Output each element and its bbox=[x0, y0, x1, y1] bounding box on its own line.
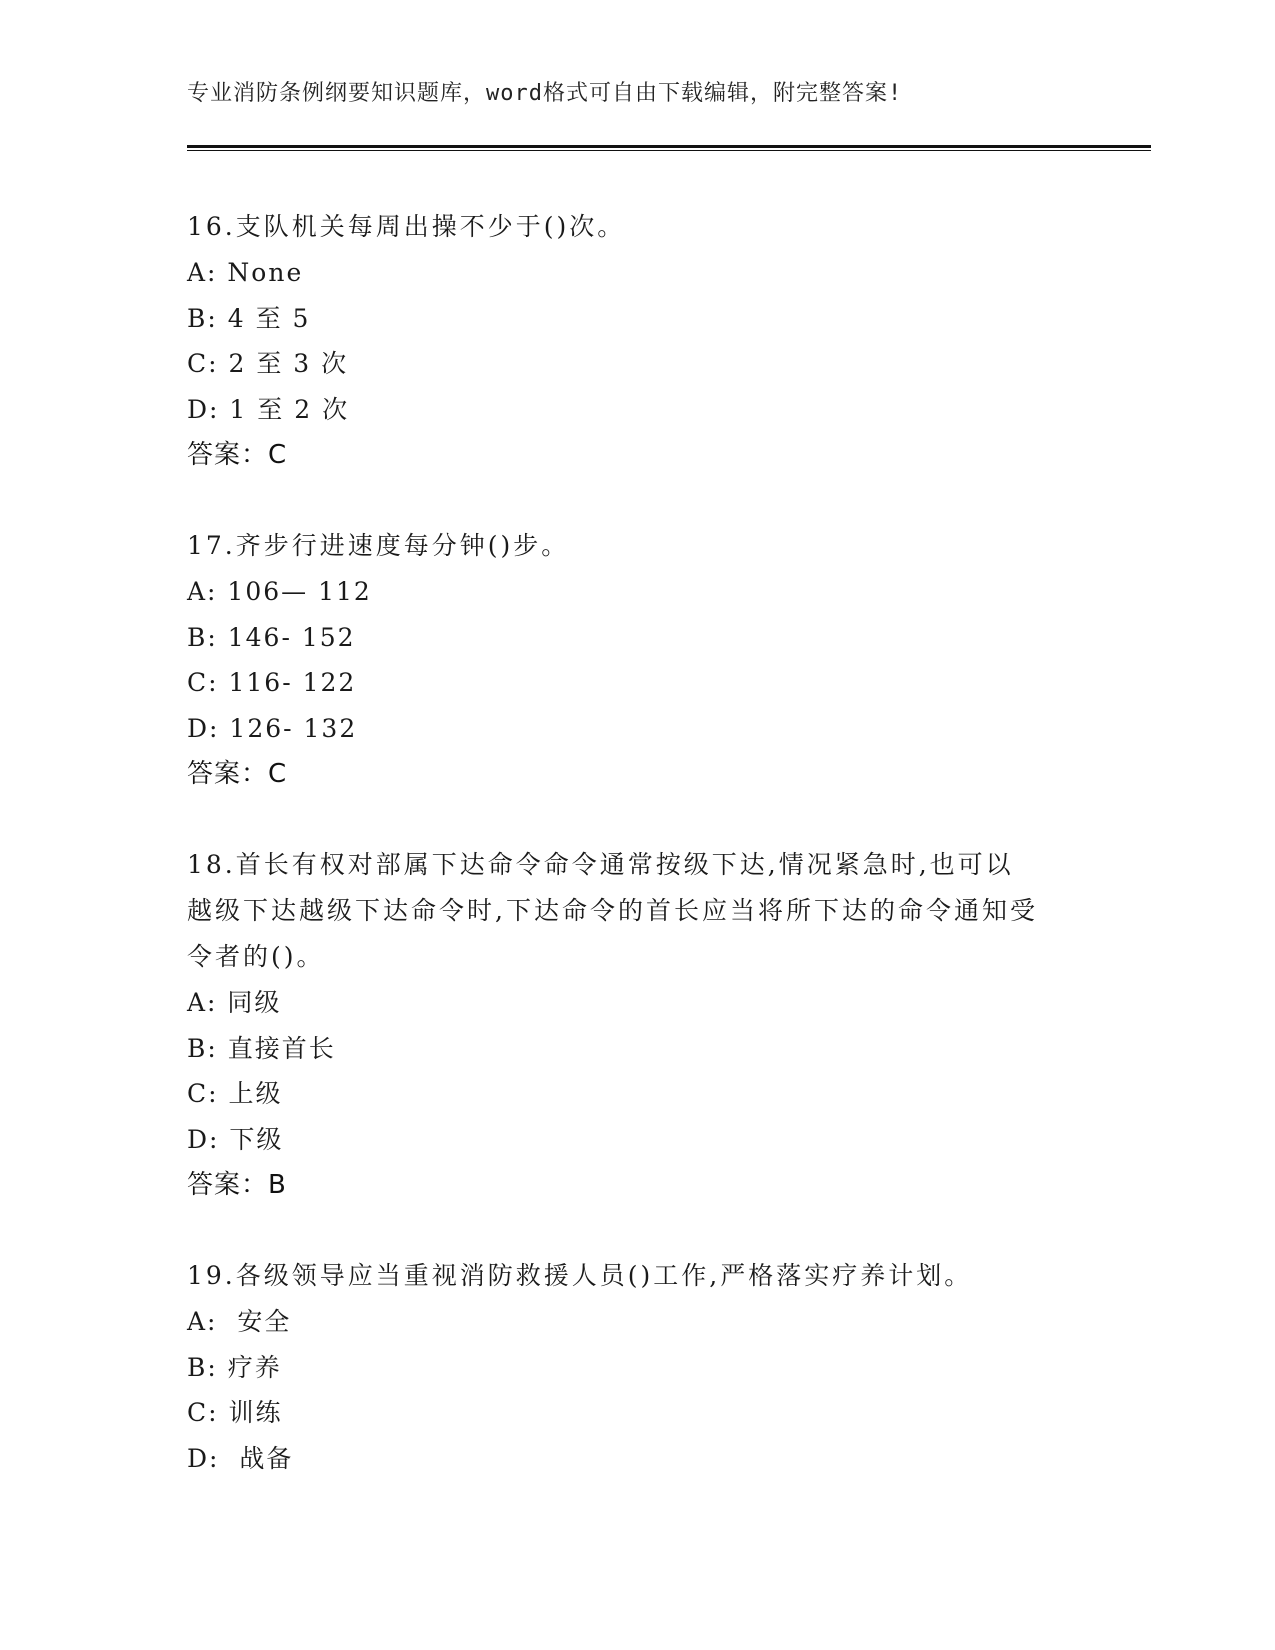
option-d: D: 1 至 2 次 bbox=[187, 394, 350, 424]
option-a: A: 同级 bbox=[187, 988, 282, 1017]
option-d: D: 下级 bbox=[187, 1124, 284, 1154]
option-b: B: 146- 152 bbox=[187, 622, 356, 652]
question-17 bbox=[187, 523, 1087, 797]
question-stem-line-2: 越级下达越级下达命令时,下达命令的首长应当将所下达的命令通知受 bbox=[187, 896, 1038, 925]
question-list bbox=[187, 204, 1087, 1526]
option-d: D: 战备 bbox=[187, 1443, 294, 1473]
question-stem: 17.齐步行进速度每分钟()步。 bbox=[187, 531, 570, 560]
question-stem: 16.支队机关每周出操不少于()次。 bbox=[187, 212, 626, 241]
option-b: B: 4 至 5 bbox=[187, 303, 311, 333]
option-b: B: 疗养 bbox=[187, 1352, 282, 1382]
option-c: C: 上级 bbox=[187, 1079, 283, 1108]
question-stem-line-3: 令者的()。 bbox=[187, 942, 325, 971]
option-a: A: 安全 bbox=[187, 1307, 292, 1336]
question-stem-line-1: 18.首长有权对部属下达命令命令通常按级下达,情况紧急时,也可以 bbox=[187, 850, 1014, 879]
option-c: C: 2 至 3 次 bbox=[187, 349, 349, 378]
option-c: C: 训练 bbox=[187, 1398, 283, 1427]
option-b: B: 直接首长 bbox=[187, 1033, 336, 1063]
option-a: A: 106— 112 bbox=[187, 577, 372, 606]
document-header: 专业消防条例纲要知识题库，word格式可自由下载编辑，附完整答案! bbox=[187, 81, 903, 106]
option-d: D: 126- 132 bbox=[187, 713, 358, 743]
answer-line: 答案：C bbox=[187, 759, 288, 789]
answer-line: 答案：B bbox=[187, 1170, 287, 1200]
question-stem: 19.各级领导应当重视消防救援人员()工作,严格落实疗养计划。 bbox=[187, 1261, 973, 1290]
question-16 bbox=[187, 204, 1087, 478]
header-divider-thin bbox=[187, 150, 1151, 151]
option-c: C: 116- 122 bbox=[187, 668, 357, 697]
header-divider bbox=[187, 145, 1151, 148]
question-18 bbox=[187, 842, 1087, 1208]
answer-line: 答案：C bbox=[187, 440, 288, 470]
option-a: A: None bbox=[187, 258, 304, 287]
question-19 bbox=[187, 1253, 1087, 1481]
